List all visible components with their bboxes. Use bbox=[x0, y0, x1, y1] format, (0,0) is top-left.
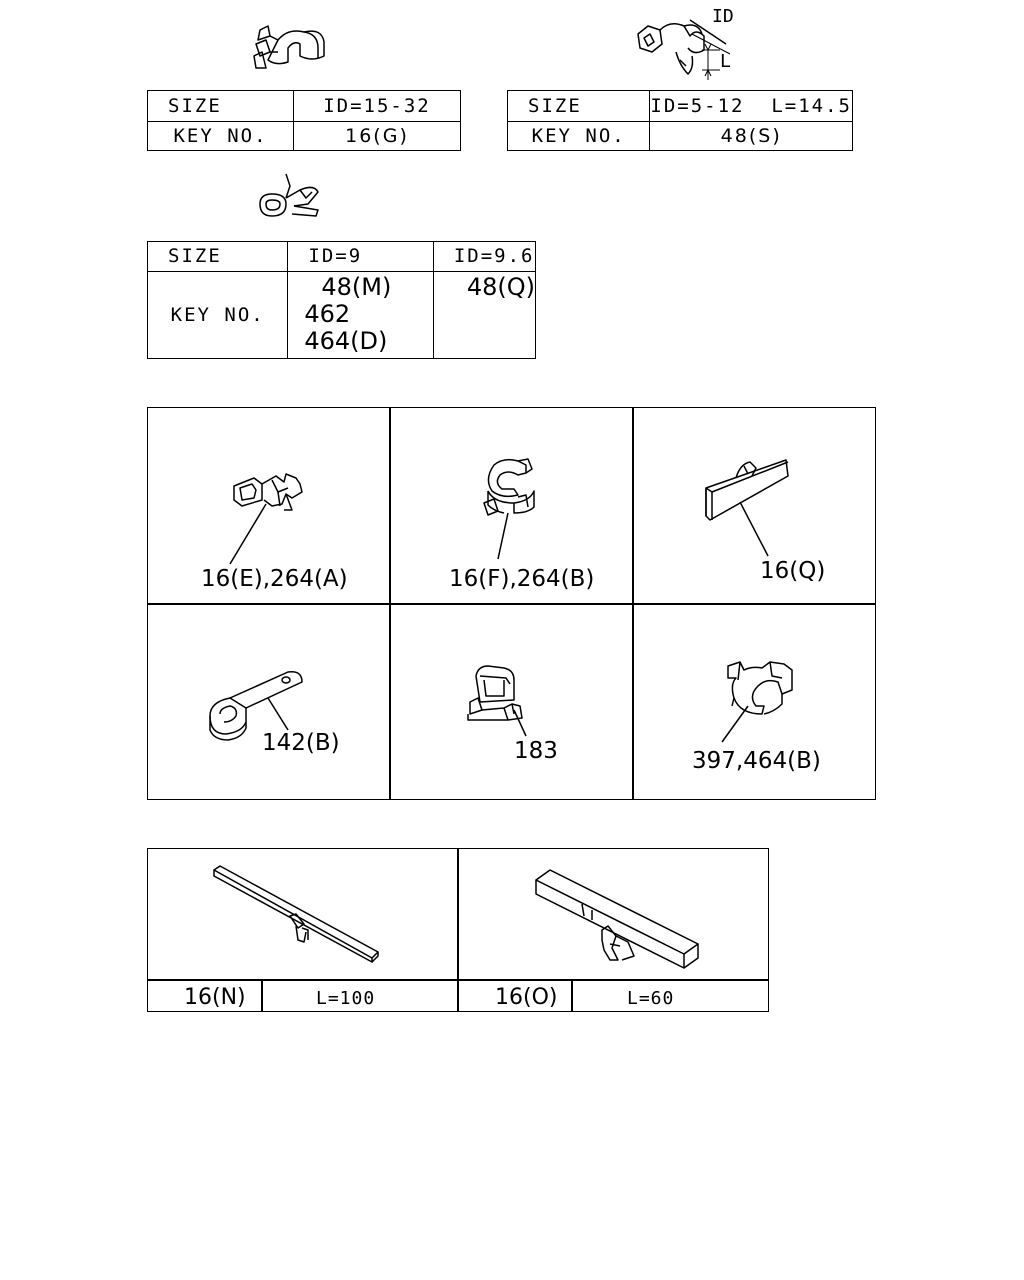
strip-key: 16(N) bbox=[184, 985, 246, 1010]
key-col-id9 bbox=[288, 272, 433, 359]
clip-part-16q bbox=[700, 452, 796, 564]
key-value: 48(M) bbox=[321, 273, 392, 301]
key-value: 48(S) bbox=[650, 122, 853, 151]
key-label: KEY NO. bbox=[148, 272, 288, 359]
clip-icon-id15-32 bbox=[248, 22, 332, 72]
size-value: ID=15-32 bbox=[294, 91, 461, 122]
part-label: 16(Q) bbox=[760, 558, 826, 584]
strip-key: 16(O) bbox=[495, 985, 558, 1010]
part-label: 142(B) bbox=[262, 730, 340, 756]
part-label: 183 bbox=[514, 738, 558, 764]
bottom-divider bbox=[571, 979, 573, 1012]
strip-clip-l100 bbox=[208, 862, 384, 962]
size-label: SIZE bbox=[508, 91, 650, 122]
key-value: 48(Q) bbox=[466, 273, 535, 301]
part-label: 16(F),264(B) bbox=[449, 566, 595, 592]
key-value: 16(G) bbox=[294, 122, 461, 151]
size-col-id9: ID=9 bbox=[288, 242, 433, 272]
strip-clip-l60 bbox=[532, 864, 704, 968]
strip-length: L=60 bbox=[627, 988, 675, 1009]
part-label: 16(E),264(A) bbox=[201, 566, 348, 592]
size-col-id9-6: ID=9.6 bbox=[433, 242, 535, 272]
size-label: SIZE bbox=[148, 242, 288, 272]
clip-part-16e bbox=[228, 470, 308, 566]
key-label: KEY NO. bbox=[508, 122, 650, 151]
key-col-id9-6 bbox=[433, 272, 535, 359]
spec-table-1 bbox=[147, 90, 461, 151]
part-label: 397,464(B) bbox=[692, 748, 821, 774]
spec-table-3 bbox=[147, 241, 536, 359]
bottom-divider bbox=[147, 979, 769, 981]
key-value: 462 bbox=[304, 300, 351, 328]
size-label: SIZE bbox=[148, 91, 294, 122]
key-value: 464(D) bbox=[304, 327, 388, 355]
clip-part-397 bbox=[718, 656, 798, 746]
spec-table-2 bbox=[507, 90, 853, 151]
clip-icon-id9 bbox=[256, 170, 322, 224]
grid-divider bbox=[147, 603, 876, 605]
bottom-divider bbox=[457, 848, 459, 1012]
dim-label-id: ID bbox=[712, 6, 734, 27]
strip-length: L=100 bbox=[316, 988, 376, 1009]
size-value: ID=5-12 L=14.5 bbox=[650, 91, 853, 122]
key-label: KEY NO. bbox=[148, 122, 294, 151]
dim-label-l: L bbox=[720, 51, 731, 72]
clip-part-183 bbox=[464, 662, 544, 746]
clip-part-16f bbox=[474, 455, 554, 561]
bottom-divider bbox=[261, 979, 263, 1012]
